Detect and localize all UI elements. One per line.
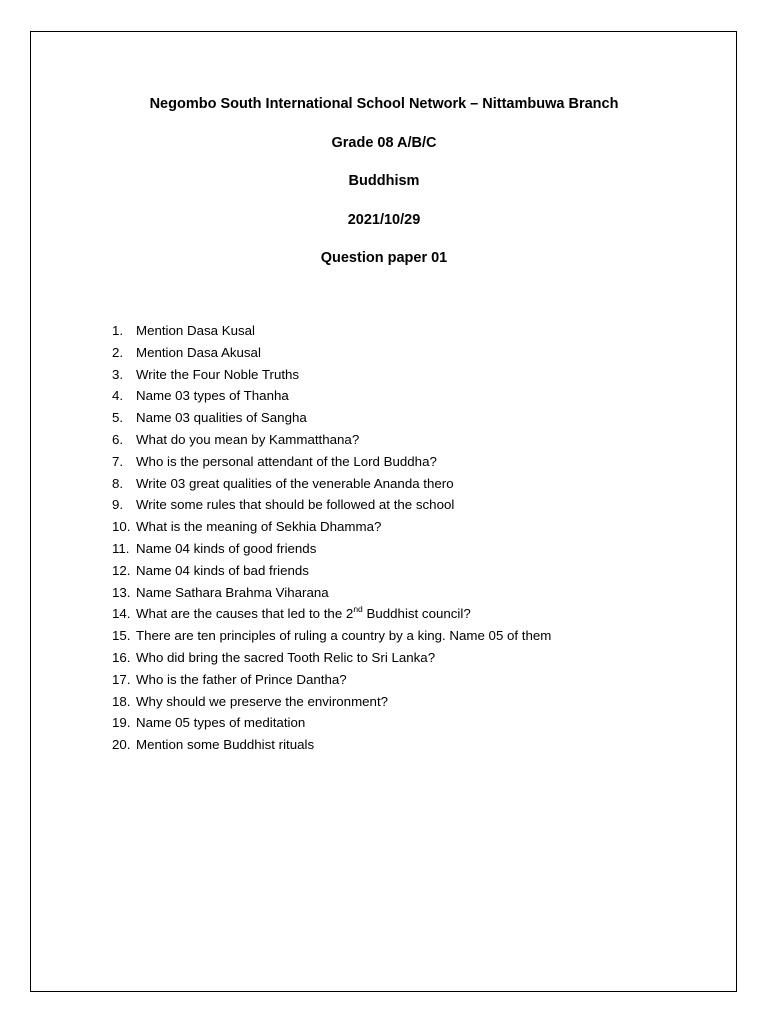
question-text-part: Buddhist council? [362, 606, 471, 622]
question-text: Why should we preserve the environment? [136, 693, 389, 709]
question-number: 2. [112, 344, 124, 360]
question-number: 9. [112, 497, 124, 513]
question-number: 5. [112, 410, 124, 426]
question-text: Mention Dasa Akusal [136, 344, 261, 360]
question-text: Name 05 types of meditation [136, 715, 306, 731]
question-text [136, 605, 471, 623]
question-text: Write the Four Noble Truths [136, 366, 300, 382]
school-title: Negombo South International School Network – Nittambuwa Branch [149, 96, 619, 112]
question-text-part: What are the causes that led to the 2 [136, 606, 354, 622]
question-text: Mention some Buddhist rituals [136, 737, 315, 753]
question-text: Write 03 great qualities of the venerable Ananda thero [136, 475, 454, 491]
question-text: What do you mean by Kammatthana? [136, 431, 360, 447]
subject-heading: Buddhism [348, 173, 420, 189]
question-number: 4. [112, 388, 124, 404]
question-number: 10. [112, 519, 131, 535]
question-number: 3. [112, 366, 124, 382]
question-text: Name Sathara Brahma Viharana [136, 584, 329, 600]
question-text: Name 03 types of Thanha [136, 388, 289, 404]
question-number: 12. [112, 562, 131, 578]
question-number: 11. [112, 540, 130, 556]
question-text: There are ten principles of ruling a country by a king. Name 05 of them [136, 628, 552, 644]
question-text: Mention Dasa Kusal [136, 323, 255, 338]
ordinal-superscript: nd [353, 604, 363, 615]
question-number: 16. [112, 649, 131, 665]
question-text: What is the meaning of Sekhia Dhamma? [136, 519, 382, 535]
question-text: Name 04 kinds of bad friends [136, 562, 309, 578]
question-number: 8. [112, 475, 124, 491]
question-text: Who is the personal attendant of the Lord Buddha? [136, 453, 437, 469]
question-text: Who is the father of Prince Dantha? [136, 671, 347, 687]
question-number: 6. [112, 431, 124, 447]
question-text: Name 04 kinds of good friends [136, 540, 317, 556]
question-number: 1. [112, 323, 124, 338]
question-text: Name 03 qualities of Sangha [136, 410, 307, 426]
question-number: 20. [112, 737, 131, 753]
question-number: 15. [112, 628, 131, 644]
question-text: Write some rules that should be followed at the school [136, 497, 455, 513]
question-number: 14. [112, 606, 131, 622]
paper-title: Question paper 01 [320, 250, 448, 266]
grade-heading: Grade 08 A/B/C [331, 135, 437, 151]
question-number: 18. [112, 693, 131, 709]
question-number: 19. [112, 715, 131, 731]
question-text: Who did bring the sacred Tooth Relic to Sri Lanka? [136, 649, 436, 665]
question-number: 13. [112, 584, 131, 600]
question-number: 7. [112, 453, 124, 469]
question-number: 17. [112, 671, 131, 687]
exam-date: 2021/10/29 [347, 212, 421, 228]
